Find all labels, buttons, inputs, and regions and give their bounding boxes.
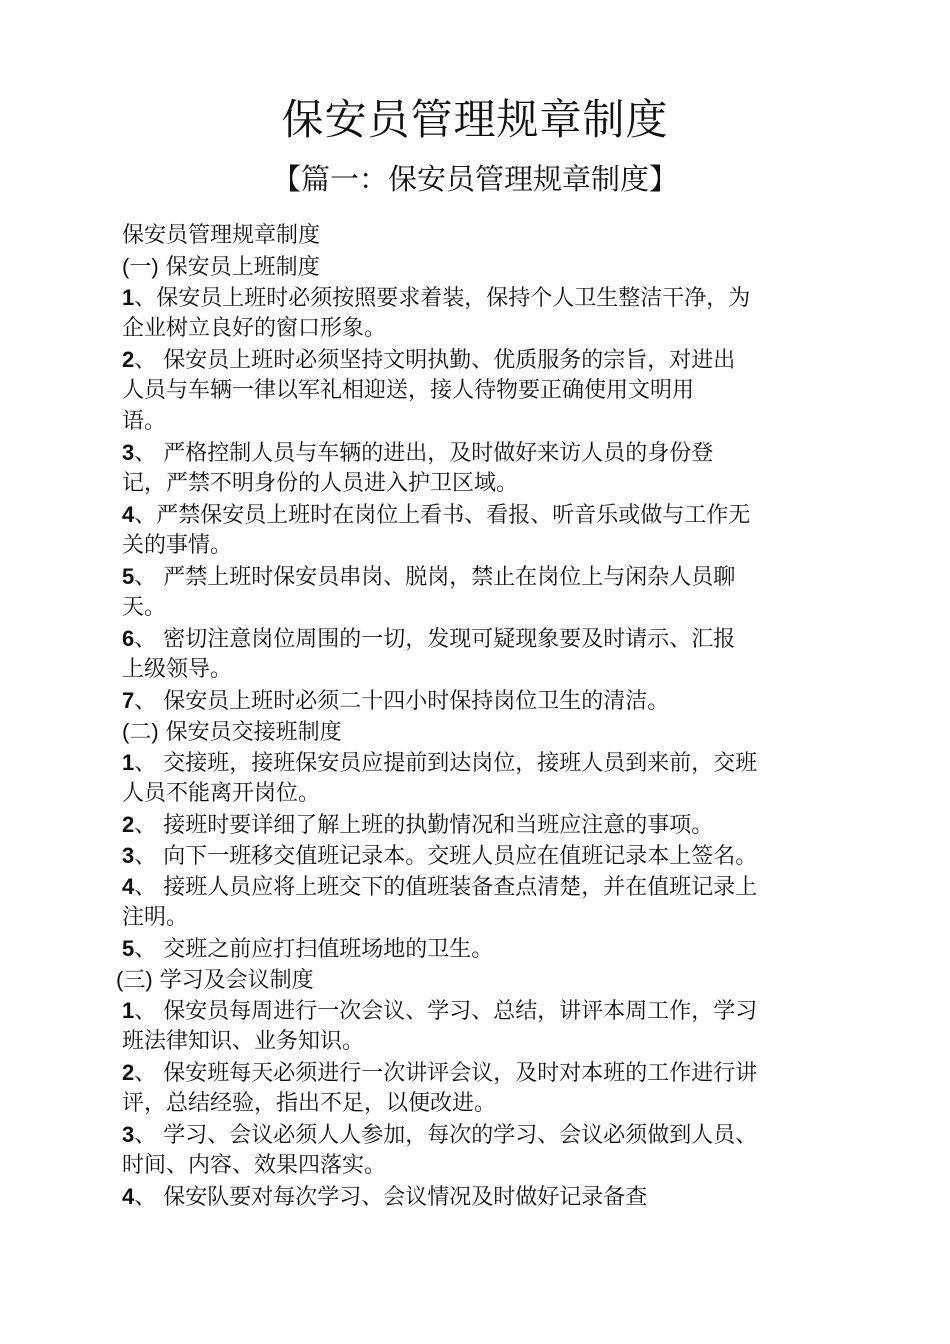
document-body [116,220,822,1212]
line-text: 、 严禁上班时保安员串岗、脱岗，禁止在岗位上与闲杂人员聊 [134,565,736,590]
line-text: 保安员上班制度 [158,255,320,280]
line-text: 关的事情。 [122,533,233,558]
line-text: 、 保安班每天必须进行一次讲评会议，及时对本班的工作进行讲 [134,1061,758,1086]
text-line [116,964,822,995]
item-number: 7 [122,688,135,713]
section-marker: (三) [116,967,153,992]
item-number: 4 [122,502,135,527]
item-number: 3 [122,843,135,868]
line-text: 语。 [122,409,167,434]
text-line [122,1057,822,1088]
line-text: 注明。 [122,905,189,930]
text-line [122,561,822,592]
text-line [122,840,822,871]
line-text: 人员不能离开岗位。 [122,781,321,806]
text-line [122,375,822,406]
item-number: 4 [122,1184,135,1209]
item-number: 1 [122,750,135,775]
text-line [122,871,822,902]
line-text: 、 学习、会议必须人人参加，每次的学习、会议必须做到人员、 [134,1123,758,1148]
text-line [122,468,822,499]
document-title: 保安员管理规章制度 [281,95,669,144]
section-marker: (二) [122,719,159,744]
text-line [122,251,822,282]
line-text: 保安员管理规章制度 [122,223,321,248]
line-text: 时间、内容、效果四落实。 [122,1153,387,1178]
text-line [122,406,822,437]
line-text: 企业树立良好的窗口形象。 [122,316,387,341]
line-text: 人员与车辆一律以军礼相迎送，接人待物要正确使用文明用 [122,378,695,403]
text-line [122,437,822,468]
line-text: 上级领导。 [122,657,233,682]
text-line [122,685,822,716]
line-text: 、 接班人员应将上班交下的值班装备查点清楚，并在值班记录上 [134,875,758,900]
text-line [122,716,822,747]
text-line [122,1119,822,1150]
line-text: 、 严格控制人员与车辆的进出，及时做好来访人员的身份登 [134,441,714,466]
item-number: 3 [122,1122,135,1147]
text-line [122,623,822,654]
item-number: 5 [122,936,135,961]
line-text: 、严禁保安员上班时在岗位上看书、看报、听音乐或做与工作无 [134,503,751,528]
text-line [122,344,822,375]
text-line [122,995,822,1026]
text-line [122,933,822,964]
line-text: 班法律知识、业务知识。 [122,1029,365,1054]
line-text: 学习及会议制度 [152,968,314,993]
section-marker: (一) [122,254,159,279]
line-text: 、 保安员上班时必须坚持文明执勤、优质服务的宗旨，对进出 [134,348,736,373]
text-line [122,809,822,840]
text-line [122,778,822,809]
text-line [122,220,822,251]
line-text: 、 交班之前应打扫值班场地的卫生。 [134,937,494,962]
line-text: 、 交接班，接班保安员应提前到达岗位，接班人员到来前，交班 [134,751,758,776]
line-text: 评，总结经验，指出不足，以便改进。 [122,1091,497,1116]
line-text: 、保安员上班时必须按照要求着装，保持个人卫生整洁干净，为 [134,286,751,311]
item-number: 2 [122,347,135,372]
text-line [122,1026,822,1057]
item-number: 1 [122,285,135,310]
item-number: 2 [122,812,135,837]
item-number: 4 [122,874,135,899]
text-line [122,747,822,778]
item-number: 5 [122,564,135,589]
line-text: 、 密切注意岗位周围的一切，发现可疑现象要及时请示、汇报 [134,627,736,652]
text-line [122,1088,822,1119]
document-subtitle: 【篇一：保安员管理规章制度】 [271,162,678,196]
line-text: 保安员交接班制度 [158,720,342,745]
item-number: 6 [122,626,135,651]
text-line [122,313,822,344]
line-text: 、 接班时要详细了解上班的执勤情况和当班应注意的事项。 [134,813,714,838]
text-line [122,902,822,933]
line-text: 、 保安员每周进行一次会议、学习、总结，讲评本周工作，学习 [134,999,758,1024]
line-text: 记，严禁不明身份的人员进入护卫区域。 [122,471,519,496]
line-text: 、 保安员上班时必须二十四小时保持岗位卫生的清洁。 [134,689,670,714]
text-line [122,282,822,313]
text-line [122,499,822,530]
text-line [122,530,822,561]
text-line [122,1150,822,1181]
item-number: 2 [122,1060,135,1085]
line-text: 、 向下一班移交值班记录本。交班人员应在值班记录本上签名。 [134,844,758,869]
item-number: 1 [122,998,135,1023]
text-line [122,654,822,685]
line-text: 天。 [122,595,167,620]
line-text: 、 保安队要对每次学习、会议情况及时做好记录备查 [134,1185,648,1210]
item-number: 3 [122,440,135,465]
text-line [122,1181,822,1212]
text-line [122,592,822,623]
